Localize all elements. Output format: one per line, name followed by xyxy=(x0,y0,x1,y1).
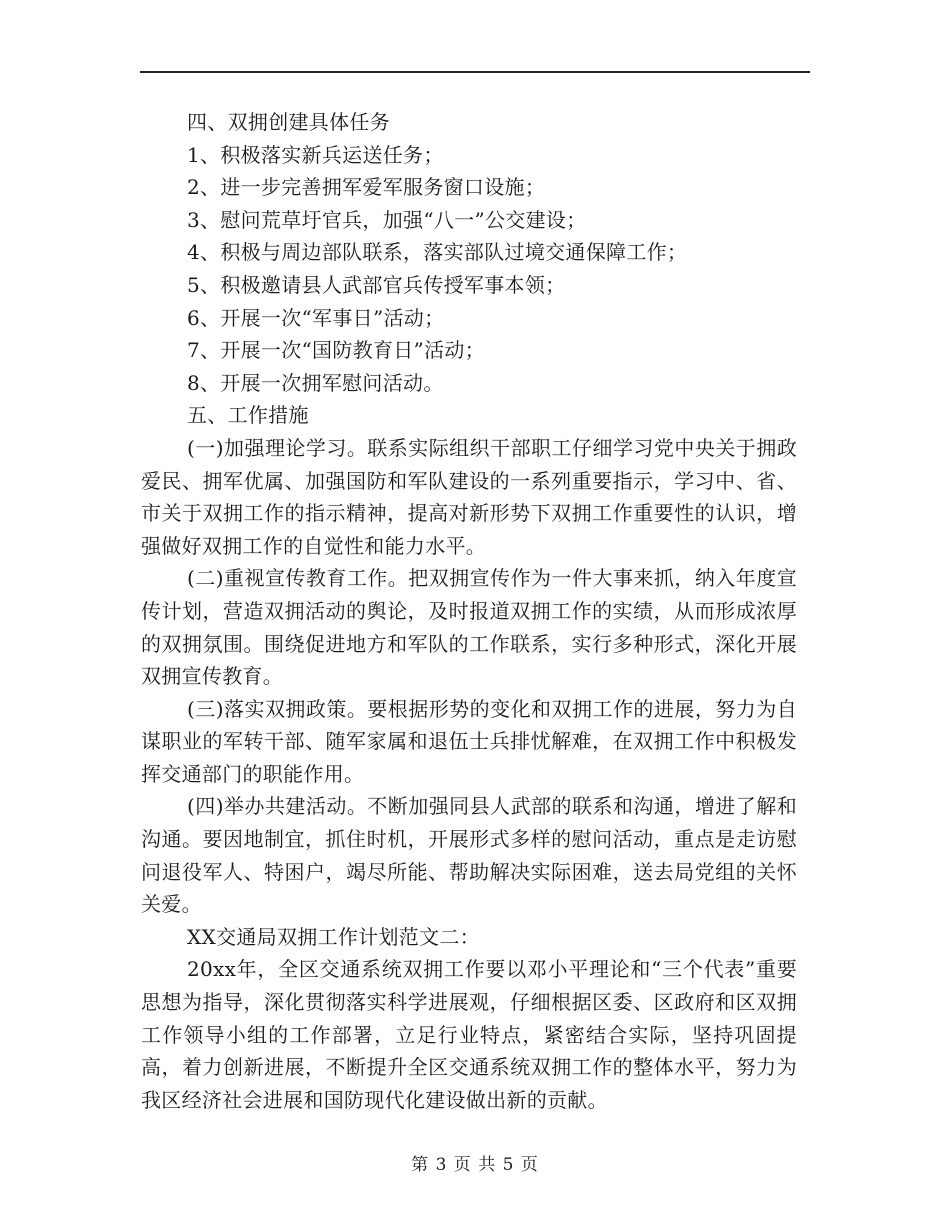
page-number-footer: 第 3 页 共 5 页 xyxy=(411,1155,539,1175)
measure-paragraph-4: (四)举办共建活动。不断加强同县人武部的联系和沟通，增进了解和沟通。要因地制宜，抓住时机，开展形式多样的慰问活动，重点是走访慰问退役军人、特困户，竭尽所能、帮助解决实际困难，送去局党组的关怀关爱。 xyxy=(141,794,797,917)
task-item-1: 1、积极落实新兵运送任务； xyxy=(187,142,444,167)
header-divider xyxy=(140,71,810,73)
task-item-5: 5、积极邀请县人武部官兵传授军事本领； xyxy=(187,272,566,297)
task-item-8: 8、开展一次拥军慰问活动。 xyxy=(187,370,444,395)
task-item-4: 4、积极与周边部队联系，落实部队过境交通保障工作； xyxy=(187,240,688,265)
measure-paragraph-3: (三)落实双拥政策。要根据形势的变化和双拥工作的进展，努力为自谋职业的军转干部、随军家属和退伍士兵排忧解难，在双拥工作中积极发挥交通部门的职能作用。 xyxy=(141,696,797,786)
task-item-3: 3、慰问荒草圩官兵，加强“八一”公交建设； xyxy=(187,207,587,232)
sample-two-paragraph: 20xx年，全区交通系统双拥工作要以邓小平理论和“三个代表”重要思想为指导，深化贯彻落实科学进展观，仔细根据区委、区政府和区双拥工作领导小组的工作部署，立足行业特点，紧密结合实际，坚持巩固提高，着力创新进展，不断提升全区交通系统双拥工作的整体水平，努力为我区经济社会进展和国防现代化建设做出新的贡献。 xyxy=(141,957,797,1112)
task-item-6: 6、开展一次“军事日”活动； xyxy=(187,305,445,330)
task-item-7: 7、开展一次“国防教育日”活动； xyxy=(187,338,485,363)
task-item-2: 2、进一步完善拥军爱军服务窗口设施； xyxy=(187,175,546,200)
measure-paragraph-2: (二)重视宣传教育工作。把双拥宣传作为一件大事来抓，纳入年度宣传计划，营造双拥活动的舆论，及时报道双拥工作的实绩，从而形成浓厚的双拥氛围。围绕促进地方和军队的工作联系，实行多种形式，深化开展双拥宣传教育。 xyxy=(141,566,797,689)
sample-two-heading: XX交通局双拥工作计划范文二： xyxy=(187,924,480,949)
document-body xyxy=(141,106,797,1116)
measure-paragraph-1: (一)加强理论学习。联系实际组织干部职工仔细学习党中央关于拥政爱民、拥军优属、加强国防和军队建设的一系列重要指示，学习中、省、市关于双拥工作的指示精神，提高对新形势下双拥工作重要性的认识，增强做好双拥工作的自觉性和能力水平。 xyxy=(141,435,797,558)
section-heading-tasks: 四、双拥创建具体任务 xyxy=(187,110,390,134)
section-heading-measures: 五、工作措施 xyxy=(187,403,309,428)
